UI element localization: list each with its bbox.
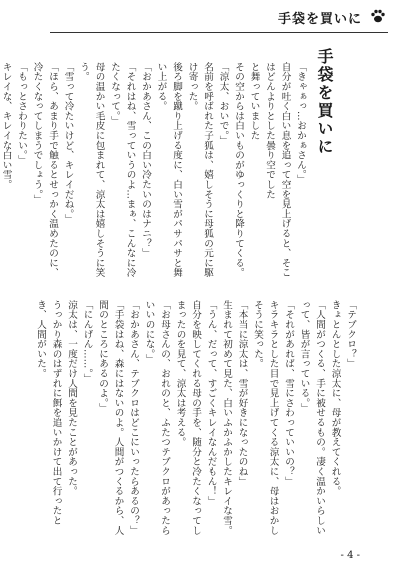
running-title: 手袋を買いに (277, 12, 362, 27)
paragraph: 「人間がつくる、手に被せるもの。凄く温かいらしいって、皆が言っている。」 (298, 300, 325, 536)
header-rule (50, 32, 388, 33)
paragraph: 自分を映してくれる母の手を、随分と冷たくなってしまったのを見て、涼太は考える。 (174, 300, 201, 536)
paragraph: 「もっとさわりたい。」 (16, 62, 27, 165)
paragraph: 「テブクロ？」 (345, 300, 356, 369)
paragraph: 後ろ脚を蹴り上げる度に、白い雪がパサパサと舞い上がる。 (155, 62, 182, 278)
paragraph: と舞っていました (248, 62, 260, 141)
paragraph: 涼太は、一度だけ人間を見たことがあった。 (66, 300, 77, 496)
paw-icon (370, 8, 386, 24)
paragraph: 「にんげん……。」 (81, 300, 93, 384)
paragraph: 「きゃぁっ…おかぁさん。」 (295, 62, 306, 185)
paragraph: 「それはね、雪っていうのよ…まぁ、こんなに冷たくなって。」 (109, 62, 136, 278)
paragraph: 「おかあさん、この白い冷たいのはナニ？」 (140, 62, 151, 258)
paragraph: 「おかあさん、テブクロはどこにいったらあるの？」 (128, 300, 139, 536)
paragraph: 「お母さんの、おれのと、ふたつテブクロがあったらいいのにな。」 (143, 300, 170, 536)
paragraph: 「本当に涼太は、雪が好きになったのね」 (236, 300, 248, 487)
paragraph: 名前を呼ばれた子狐は、嬉しそうに母狐の元に駆け寄った。 (186, 62, 213, 278)
paragraph: その空からは白いものがゆっくりと降りてくる。 (233, 62, 244, 278)
paragraph: うっかり森のはずれに餌を追いかけて出て行ったとき、人間がいた。 (35, 300, 62, 526)
upper-text-block (0, 62, 308, 284)
paragraph: きょとんとした涼太に、母が教えてくれる。 (329, 300, 341, 496)
paragraph: 「雪って冷たいけど、キレイだね。」 (62, 62, 74, 224)
paragraph: 生まれて初めて見た、白いふかふかしたキレイな雪。 (221, 300, 232, 536)
paragraph: 「うん、だって、すごくキレイなんだもん！」 (205, 300, 217, 506)
paragraph: キラキラとした目で見上げてくる涼太に、母はおかしそうに笑った。 (252, 300, 279, 536)
page-number: - 4 - (340, 550, 360, 561)
paragraph: 母の温かい毛皮に包まれて、涼太は嬉しそうに笑う。 (78, 62, 105, 278)
paragraph: キレイな、キレイな白い雪。 (0, 62, 12, 190)
paragraph: 「ほら、あまり手で触るとせっかく温めたのに、冷たくなってしまうでしょう。」 (31, 62, 58, 278)
paragraph: 「涼太、おいで。」 (217, 62, 229, 146)
paragraph: 自分が吐く白い息を追って空を見上げると、そこはどんよりとした曇り空でした (264, 62, 291, 278)
chapter-title: 手袋を買いに (315, 48, 334, 156)
lower-text-block (35, 300, 358, 538)
paragraph: 「手袋はね、森にはないのよ。人間がつくるから、人間のところにあるのよ。」 (97, 300, 124, 536)
paragraph: 「それがあれば、雪にさわっていいの？」 (283, 300, 294, 487)
